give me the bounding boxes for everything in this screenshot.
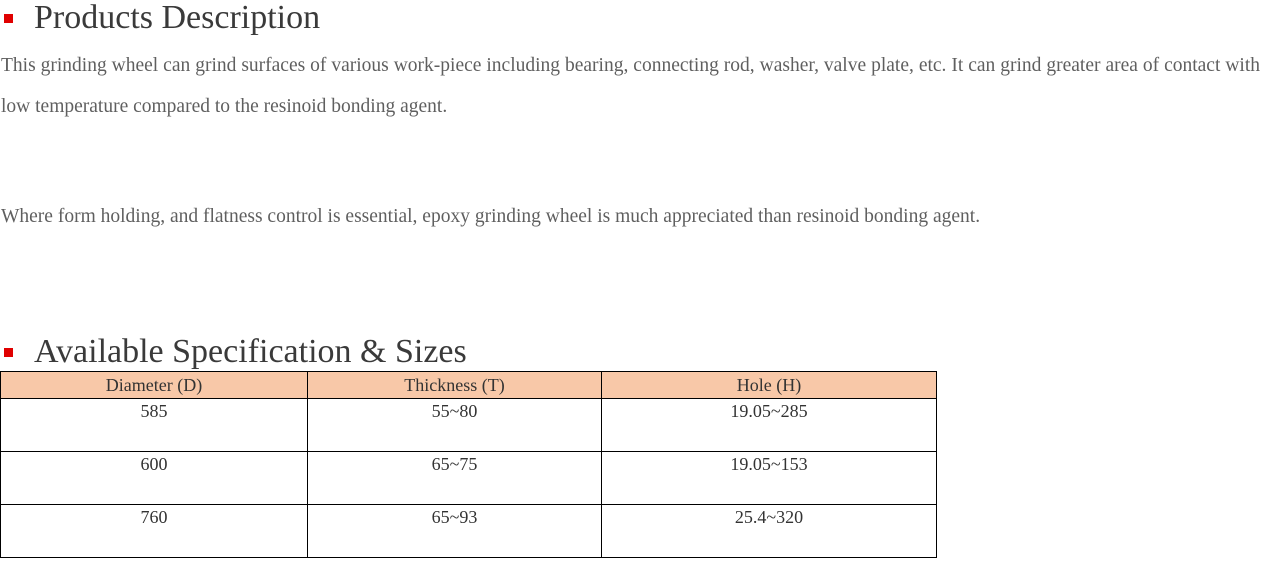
table-row	[1, 505, 937, 558]
products-description-heading	[0, 1, 320, 35]
specifications-title: Available Specification & Sizes	[34, 333, 467, 370]
cell-hole: 25.4~320	[602, 505, 937, 558]
table-row	[1, 399, 937, 452]
specifications-table	[0, 371, 937, 558]
cell-thickness: 55~80	[308, 399, 602, 452]
cell-hole: 19.05~153	[602, 452, 937, 505]
cell-thickness: 65~75	[308, 452, 602, 505]
column-header-hole: Hole (H)	[602, 372, 937, 399]
description-paragraph-2: Where form holding, and flatness control is essential, epoxy grinding wheel is much appreciated than resinoid bonding agent.	[1, 206, 981, 227]
table-row	[1, 452, 937, 505]
column-header-diameter: Diameter (D)	[1, 372, 308, 399]
cell-diameter: 600	[1, 452, 308, 505]
specifications-heading	[0, 335, 467, 369]
description-paragraph-1: This grinding wheel can grind surfaces of various work-piece including bearing, connecting rod, washer, valve plate, etc. It can grind greater area of contact with low temperature compared to the resinoid bonding agent.	[1, 55, 1260, 117]
cell-hole: 19.05~285	[602, 399, 937, 452]
cell-diameter: 585	[1, 399, 308, 452]
cell-thickness: 65~93	[308, 505, 602, 558]
table-header-row	[1, 372, 937, 399]
cell-diameter: 760	[1, 505, 308, 558]
square-bullet-icon	[4, 14, 13, 23]
products-description-title: Products Description	[34, 0, 321, 36]
column-header-thickness: Thickness (T)	[308, 372, 602, 399]
square-bullet-icon	[4, 348, 13, 357]
